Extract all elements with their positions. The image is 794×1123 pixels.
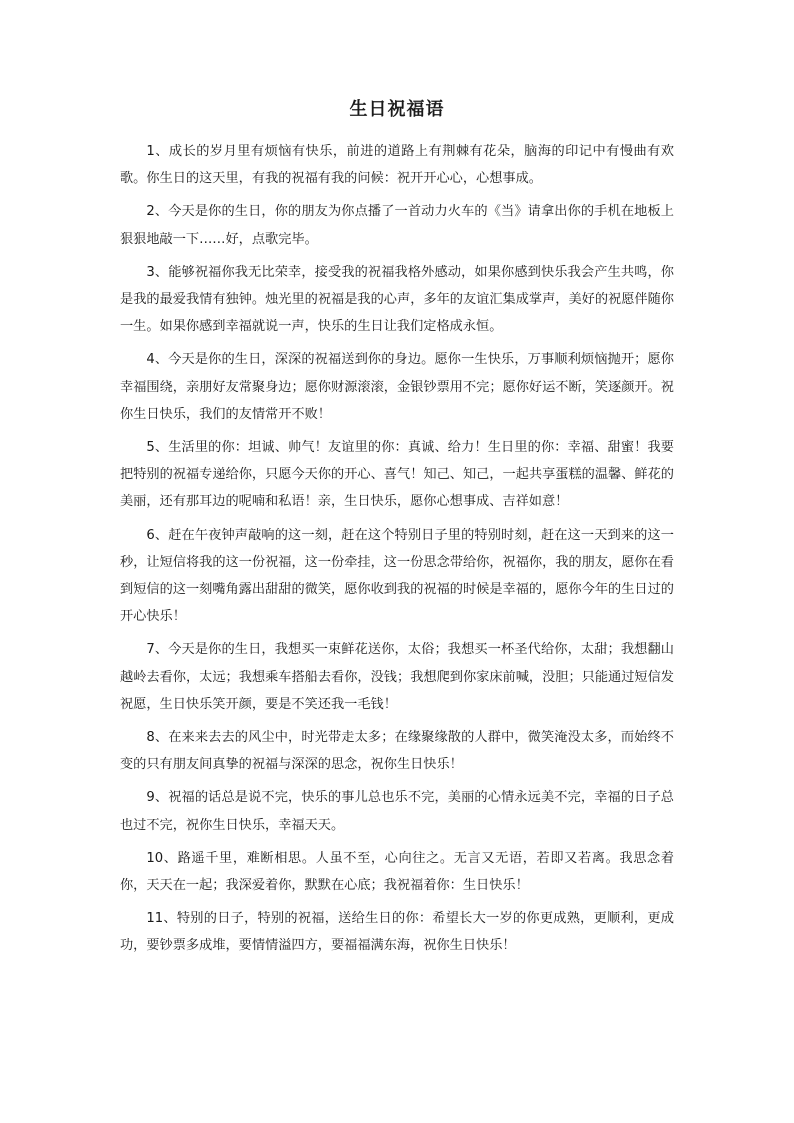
document-title: 生日祝福语 — [349, 99, 445, 120]
paragraph-1: 1、成长的岁月里有烦恼有快乐，前进的道路上有荆棘有花朵，脑海的印记中有慢曲有欢歌。你生日的这天里，有我的祝福有我的问候：祝开开心心，心想事成。 — [120, 144, 674, 187]
paragraph-2: 2、今天是你的生日，你的朋友为你点播了一首动力火车的《当》请拿出你的手机在地板上狠狠地敲一下……好，点歌完毕。 — [120, 204, 674, 247]
paragraph-11: 11、特别的日子，特别的祝福，送给生日的你：希望长大一岁的你更成熟，更顺利，更成功，要钞票多成堆，要情情溢四方，要福福满东海，祝你生日快乐！ — [120, 911, 674, 954]
paragraph-6: 6、赶在午夜钟声敲响的这一刻，赶在这个特别日子里的特别时刻，赶在这一天到来的这一秒，让短信将我的这一份祝福，这一份牵挂，这一份思念带给你，祝福你，我的朋友，愿你在看到短信的这一刻嘴角露出甜甜的微笑，愿你收到我的祝福的时候是幸福的，愿你今年的生日过的开心快乐！ — [120, 527, 674, 625]
paragraph-8: 8、在来来去去的风尘中，时光带走太多；在缘聚缘散的人群中，微笑淹没太多，而始终不变的只有朋友间真挚的祝福与深深的思念，祝你生日快乐！ — [120, 730, 674, 773]
paragraph-9: 9、祝福的话总是说不完，快乐的事儿总也乐不完，美丽的心情永远美不完，幸福的日子总也过不完，祝你生日快乐，幸福天天。 — [120, 790, 674, 833]
paragraph-5: 5、生活里的你：坦诚、帅气！友谊里的你：真诚、给力！生日里的你：幸福、甜蜜！我要把特别的祝福专递给你，只愿今天你的开心、喜气！知己、知己，一起共享蛋糕的温馨、鲜花的美丽，还有那耳边的呢喃和私语！亲，生日快乐，愿你心想事成、吉祥如意！ — [120, 440, 674, 510]
paragraph-list — [120, 138, 674, 960]
paragraph-4: 4、今天是你的生日，深深的祝福送到你的身边。愿你一生快乐，万事顺利烦恼抛开；愿你幸福围绕，亲朋好友常聚身边；愿你财源滚滚，金银钞票用不完；愿你好运不断，笑逐颜开。祝你生日快乐，我们的友情常开不败！ — [120, 352, 674, 422]
paragraph-3: 3、能够祝福你我无比荣幸，接受我的祝福我格外感动，如果你感到快乐我会产生共鸣，你是我的最爱我情有独钟。烛光里的祝福是我的心声，多年的友谊汇集成掌声，美好的祝愿伴随你一生。如果你感到幸福就说一声，快乐的生日让我们定格成永恒。 — [120, 264, 674, 335]
paragraph-10: 10、路遥千里，难断相思。人虽不至，心向往之。无言又无语，若即又若离。我思念着你，天天在一起；我深爱着你，默默在心底；我祝福着你：生日快乐！ — [120, 850, 674, 894]
paragraph-7: 7、今天是你的生日，我想买一束鲜花送你，太俗；我想买一杯圣代给你，太甜；我想翻山越岭去看你，太远；我想乘车搭船去看你，没钱；我想爬到你家床前喊，没胆；只能通过短信发祝愿，生日快乐笑开颜，要是不笑还我一毛钱！ — [120, 642, 674, 712]
